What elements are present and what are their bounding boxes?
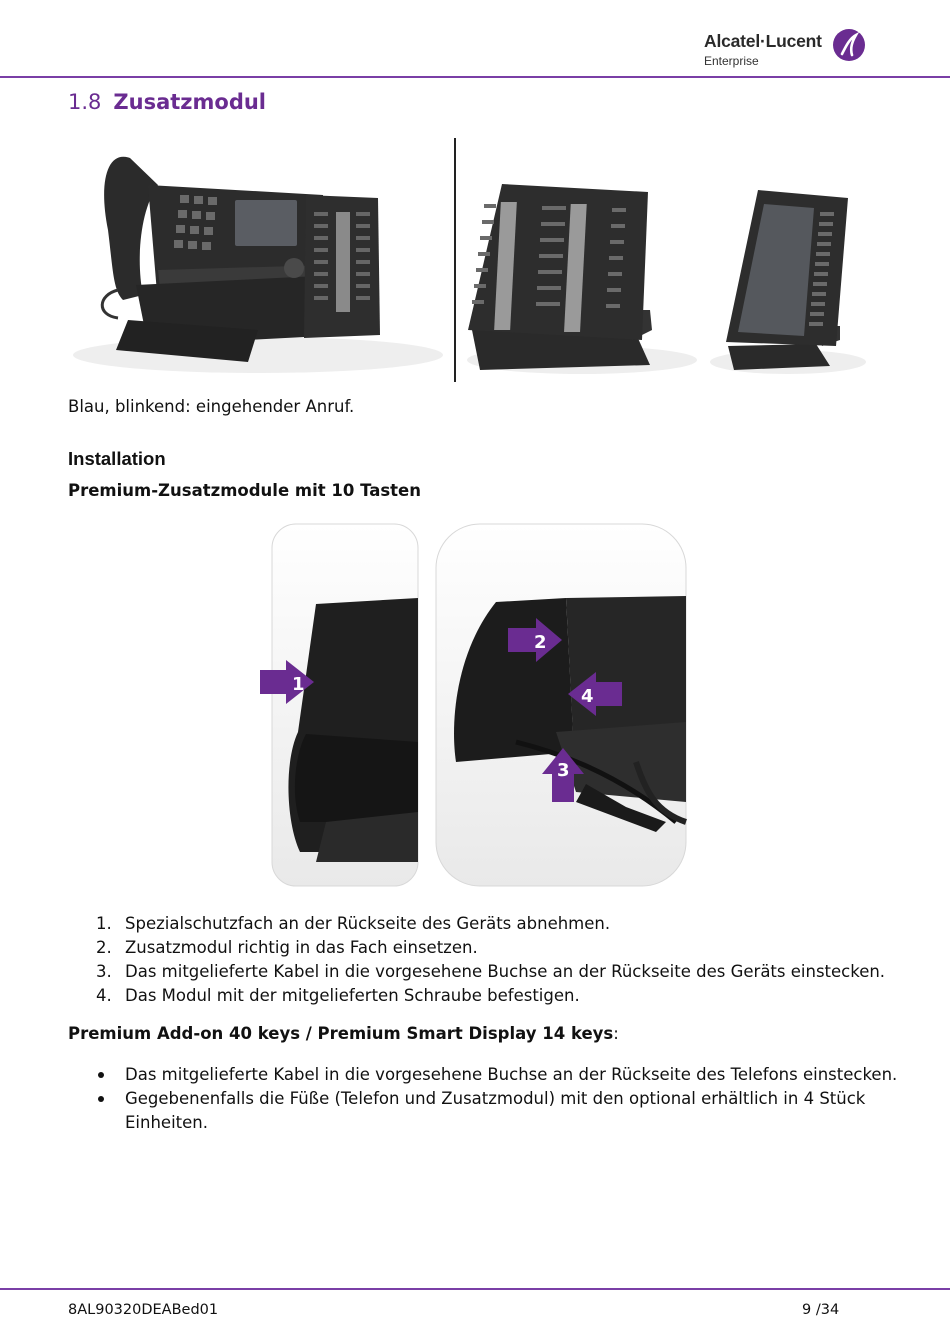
step-text: Zusatzmodul richtig in das Fach einsetzen. [125,938,478,957]
step-text: Das mitgelieferte Kabel in die vorgesehene Buchse an der Rückseite des Geräts einstecken. [125,962,886,981]
footer-rule [0,1288,950,1290]
list-item [68,1087,897,1111]
brand-mark-icon [832,28,866,62]
step-marker: 1. [96,914,112,933]
list-item-continuation [68,1111,897,1135]
brand-logo [704,28,874,72]
header-rule [0,76,950,78]
step-text: Spezialschutzfach an der Rückseite des Geräts abnehmen. [125,914,611,933]
status-text: Blau, blinkend: eingehender Anruf. [68,397,355,416]
brand-sub: Enterprise [704,54,759,68]
subheading-40-keys-suffix: : [613,1024,619,1043]
premium-addon-40-keys-photo [462,180,702,376]
callout-2-label: 2 [534,632,547,653]
addon-bullet-list [68,1063,897,1135]
image-divider [454,138,456,382]
list-item [68,936,885,960]
step-marker: 4. [96,986,112,1005]
desk-phone-with-addon-photo [68,140,448,380]
addon-installation-photo [256,522,690,888]
bullet-text: Das mitgelieferte Kabel in die vorgesehene Buchse an der Rückseite des Telefons einstecken. [125,1065,898,1084]
callout-3-label: 3 [557,760,570,781]
brand-name: Alcatel·Lucent [704,31,822,51]
step-marker: 3. [96,962,112,981]
section-title [68,90,266,114]
callout-4-label: 4 [581,686,594,707]
page-number: 9 /34 [802,1302,840,1318]
list-item [68,1063,897,1087]
installation-heading: Installation [68,448,166,469]
subheading-10-keys: Premium-Zusatzmodule mit 10 Tasten [68,481,421,500]
bullet-icon [98,1072,104,1078]
subheading-40-keys: Premium Add-on 40 keys / Premium Smart Display 14 keys [68,1024,614,1043]
bullet-text-continuation: Einheiten. [125,1113,208,1132]
list-item [68,984,885,1008]
section-number: 1.8 [68,90,102,114]
step-text: Das Modul mit der mitgelieferten Schraube befestigen. [125,986,580,1005]
bullet-text: Gegebenenfalls die Füße (Telefon und Zusatzmodul) mit den optional erhältlich in 4 Stück [125,1089,866,1108]
section-name: Zusatzmodul [113,90,267,114]
document-id: 8AL90320DEABed01 [68,1302,219,1318]
premium-smart-display-14-keys-photo [706,186,870,376]
step-marker: 2. [96,938,112,957]
bullet-icon [98,1096,104,1102]
list-item [68,912,885,936]
callout-1-label: 1 [292,674,305,695]
install-steps-list [68,912,885,1008]
subheading-40-keys-line [68,1022,619,1046]
list-item [68,960,885,984]
